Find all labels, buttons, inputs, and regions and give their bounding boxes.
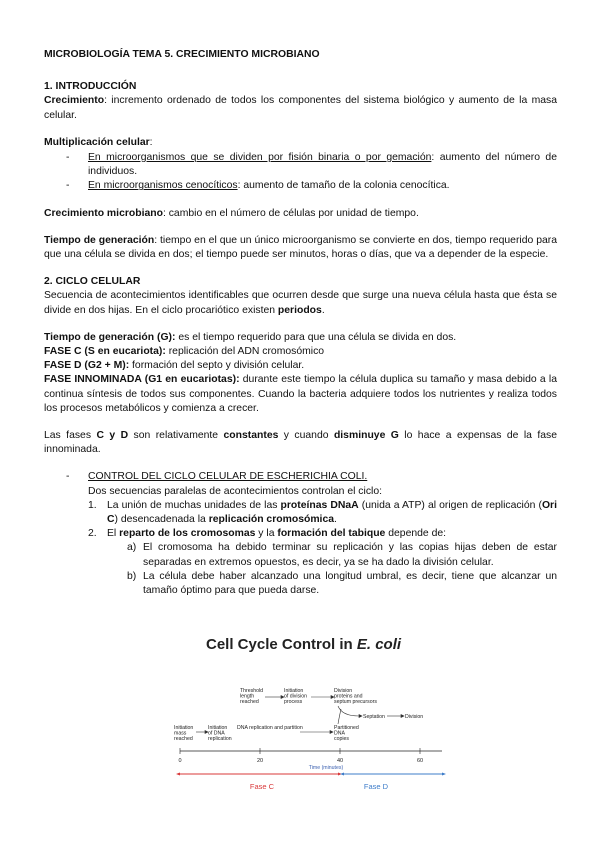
fases-dism: disminuye G <box>333 430 399 442</box>
item1-c: (unida a ATP) al origen de replicación ( <box>358 499 542 511</box>
list-item <box>88 499 557 527</box>
initiation-mass-label: Initiation mass reached <box>174 725 194 742</box>
arrowhead <box>401 715 404 718</box>
subb-marker: b) <box>127 570 137 582</box>
item1-d: Ori C <box>107 499 557 526</box>
tiempo-generacion-paragraph <box>44 234 557 262</box>
g-def: es el tiempo requerido para que una célula se divida en dos. <box>175 331 457 343</box>
item1-f: replicación cromosómica <box>208 514 334 526</box>
list-item <box>127 570 557 598</box>
multiplicacion-colon: : <box>149 136 153 148</box>
item1-g: . <box>334 514 337 526</box>
arrowhead <box>330 731 333 734</box>
initiation-dna-label: Initiation of DNA replication <box>208 725 232 742</box>
tg-def: : tiempo en el que un único microorganismo se convierte en dos, tiempo requerido para que una célula se divida en dos; el tiempo puede ser minutos, horas o días, que va a depender de la especie. <box>44 234 558 261</box>
control-list <box>44 499 557 598</box>
threshold-label: Threshold length reached <box>240 688 264 705</box>
cm-def: : cambio en el número de células por unidad de tiempo. <box>162 207 419 219</box>
crecimiento-def: : incremento ordenado de todos los componentes del sistema biológico y aumento de la masa celular. <box>44 95 557 121</box>
document-title: MICROBIOLOGÍA TEMA 5. CRECIMIENTO MICROBIANO <box>44 49 320 60</box>
fase-d-label: Fase D <box>363 782 389 791</box>
item1-e: ) desencadenada la <box>114 514 209 526</box>
fase-c-paragraph <box>44 345 557 359</box>
fase-c-label: Fase C <box>249 782 275 791</box>
fase-c-def: replicación del ADN cromosómico <box>165 346 325 358</box>
cell-cycle-figure <box>166 636 456 816</box>
bullet1-underlined: En microorganismos que se dividen por fisión binaria o por gemación <box>88 152 432 164</box>
septation-label: Septation <box>363 714 385 720</box>
section-2-heading: 2. CICLO CELULAR <box>44 276 141 288</box>
ciclo-intro-end: . <box>321 304 325 316</box>
item2-c: y la <box>255 528 278 540</box>
periodos-term: periodos <box>277 304 322 316</box>
tick-label-20: 20 <box>256 758 264 764</box>
item1-marker: 1. <box>88 499 97 511</box>
cm-term: Crecimiento microbiano <box>44 207 163 219</box>
g-term: Tiempo de generación (G): <box>44 331 176 343</box>
fases-cd: C y D <box>96 430 129 442</box>
g-paragraph <box>44 331 557 345</box>
multiplicacion-term: Multiplicación celular <box>44 136 150 148</box>
ciclo-intro-paragraph <box>44 289 557 317</box>
list-item <box>88 179 557 193</box>
fases-const: constantes <box>223 430 279 442</box>
control-intro: Dos secuencias paralelas de acontecimientos controlan el ciclo: <box>88 485 382 497</box>
partitioned-label: Partitioned DNA copies <box>334 725 359 742</box>
item2-d: formación del tabique <box>277 528 386 540</box>
item2-b: reparto de los cromosomas <box>119 528 256 540</box>
suba-marker: a) <box>127 542 137 554</box>
control-sublist <box>107 541 557 598</box>
item2-marker: 2. <box>88 528 97 540</box>
fase-innominada-paragraph <box>44 373 557 416</box>
fases-a: Las fases <box>44 430 97 442</box>
list-item <box>127 541 557 569</box>
multiplicacion-heading <box>44 136 557 150</box>
fases-c: y cuando <box>278 430 334 442</box>
arrowhead <box>359 715 362 718</box>
dna-replication-label: DNA replication and partition <box>237 725 303 731</box>
fase-i-def: durante este tiempo la célula duplica su tamaño y masa debido a la continua síntesis de todos sus componentes. Cuando la bacteria adquiere todos los nutrientes y realiza todos los procesos metabólicos y comienza a crecer. <box>44 374 557 414</box>
fases-b: son relativamente <box>128 430 224 442</box>
list-item <box>88 151 557 179</box>
crecimiento-paragraph <box>44 94 557 122</box>
bullet2-rest: : aumento de tamaño de la colonia cenocítica. <box>237 180 450 192</box>
fases-d: lo hace a expensas de la fase innominada. <box>44 430 558 456</box>
list-item <box>88 527 557 598</box>
tick-label-0: 0 <box>178 758 182 764</box>
division-proteins-label: Division proteins and septum precursors <box>334 688 377 705</box>
section-1-heading: 1. INTRODUCCIÓN <box>44 81 137 93</box>
fase-d-term: FASE D (G2 + M): <box>44 360 130 372</box>
document-page <box>44 48 557 598</box>
fase-c-term: FASE C (S en eucariota): <box>44 346 166 358</box>
suba-text: El cromosoma ha debido terminar su replicación y las copias hijas deben de estar separadas en extremos opuestos, es decir, ya se ha dado la división celular. <box>143 542 557 568</box>
bullet1-rest: : aumento del número de individuos. <box>88 152 557 178</box>
item2-e: depende de: <box>385 528 447 540</box>
fases-paragraph <box>44 429 557 457</box>
arrow-proteins-septation <box>338 706 359 716</box>
crecimiento-term: Crecimiento <box>44 95 105 107</box>
tg-term: Tiempo de generación <box>44 234 155 246</box>
multiplicacion-list <box>44 151 557 194</box>
division-label: Division <box>405 714 424 720</box>
fase-d-arrowhead-right <box>442 773 446 776</box>
fase-c-arrowhead-left <box>176 773 180 776</box>
figure-title-italic: E. coli <box>356 636 402 653</box>
fase-d-def: formación del septo y división celular. <box>129 360 305 372</box>
initiation-division-label: Initiation of division process <box>284 688 308 705</box>
control-heading-text: CONTROL DEL CICLO CELULAR DE ESCHERICHIA COLI. <box>88 471 368 483</box>
item1-a: La unión de muchas unidades de las <box>107 499 281 511</box>
fase-i-term: FASE INNOMINADA (G1 en eucariotas): <box>44 374 240 386</box>
bullet2-underlined: En microorganismos cenocíticos <box>88 180 238 192</box>
fase-d-paragraph <box>44 359 557 373</box>
item2-a: El <box>107 528 120 540</box>
tick-label-40: 40 <box>336 758 344 764</box>
arrow-partitioned-proteins <box>338 709 341 724</box>
fase-d-arrowhead-left <box>340 773 344 776</box>
subb-text: La célula debe haber alcanzado una longitud umbral, es decir, tiene que alcanzar un tamaño óptimo para que pueda darse. <box>143 570 557 597</box>
axis-label: Time (minutes) <box>308 765 344 771</box>
figure-title-main: Cell Cycle Control in <box>206 636 357 653</box>
item1-b: proteínas DNaA <box>280 499 359 511</box>
tick-label-60: 60 <box>416 758 424 764</box>
crecimiento-microbiano-paragraph <box>44 207 557 221</box>
ciclo-intro: Secuencia de acontecimientos identificables que ocurren desde que surge una nueva célula hasta que ésta se divide en dos hijas. En el ciclo procariótico existen <box>44 290 557 316</box>
control-heading <box>44 470 557 484</box>
